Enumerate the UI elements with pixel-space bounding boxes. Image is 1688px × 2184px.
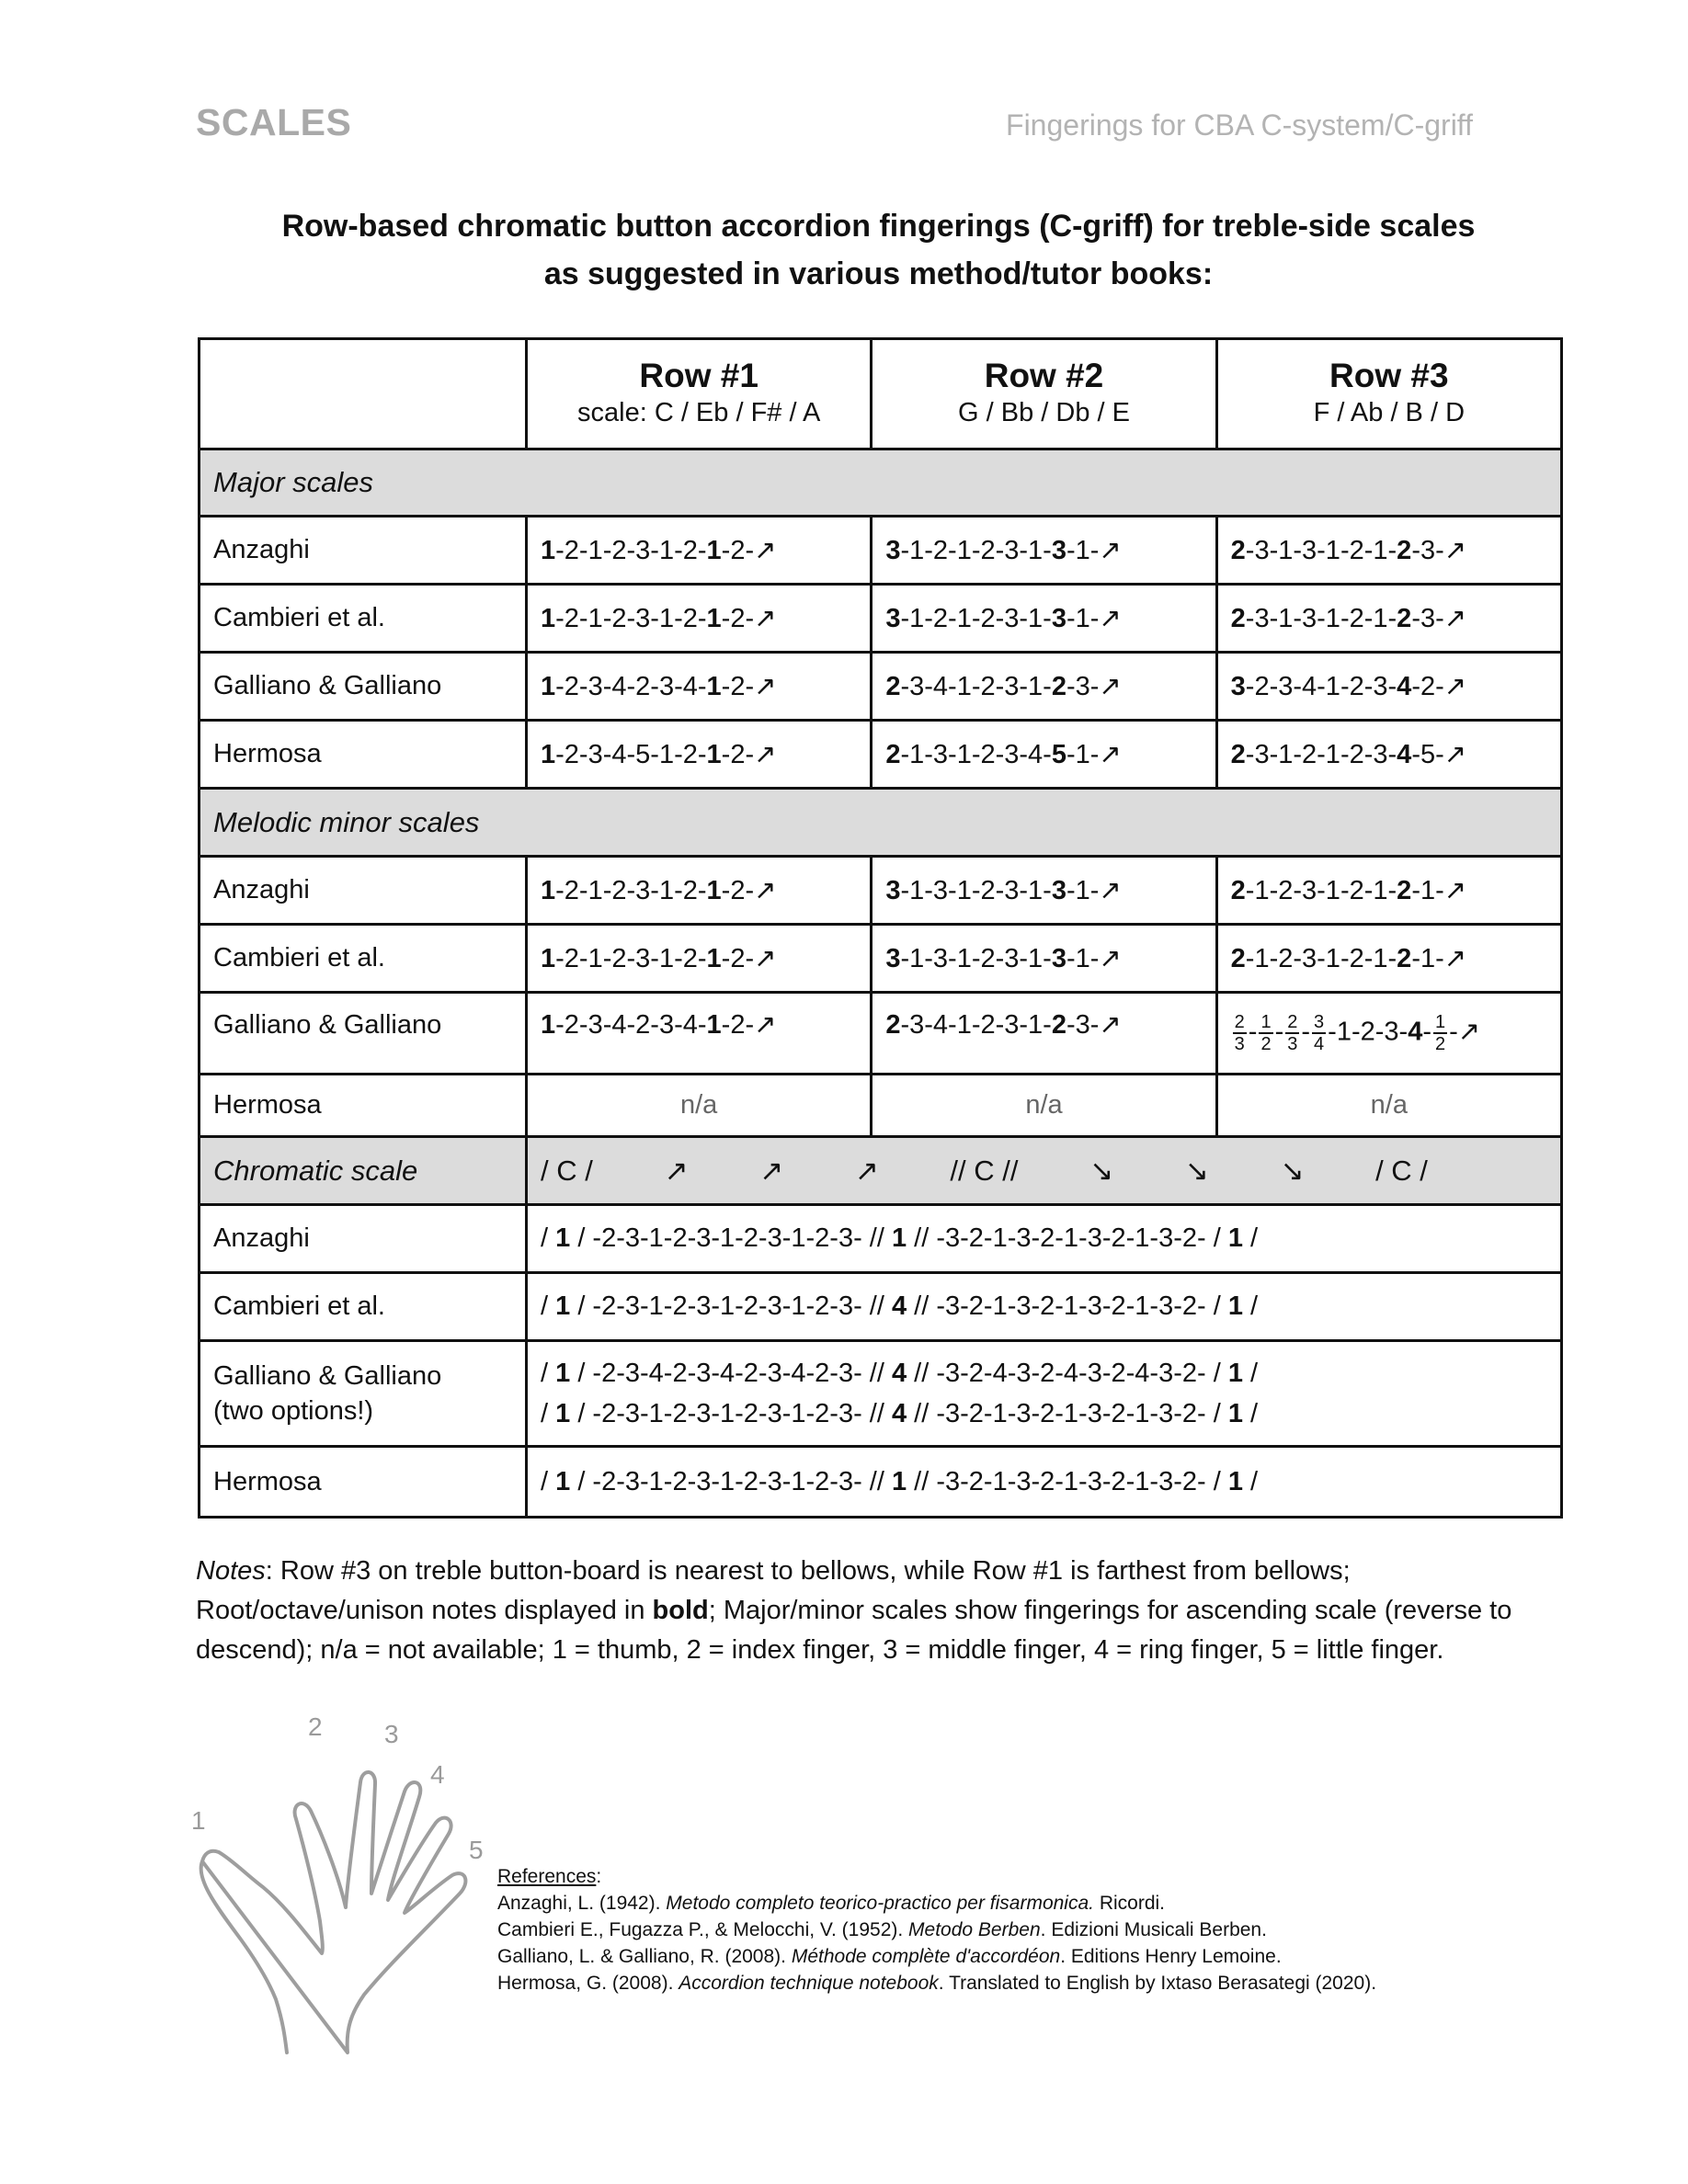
section-label: Major scales (200, 449, 1562, 517)
root-mark: / C / (541, 1154, 593, 1187)
octave-finger: 2 (1397, 604, 1412, 633)
root-finger: 2 (1230, 944, 1246, 973)
table-header-row (200, 339, 1562, 449)
table-row (200, 993, 1562, 1075)
fingering-cell (872, 857, 1216, 925)
octave-finger: 3 (1051, 604, 1066, 633)
root-finger: 1 (1227, 1466, 1243, 1496)
column-title: Row #1 (639, 356, 758, 394)
finger-tail: -2-↗ (721, 1010, 777, 1040)
fingering-cell (1216, 517, 1561, 585)
section-label: Chromatic scale (200, 1137, 527, 1205)
octave-finger: 1 (706, 604, 722, 633)
chromatic-fingering (527, 1205, 1562, 1273)
descending-sequence: // -3-2-1-3-2-1-3-2-1-3-2- / (907, 1291, 1228, 1321)
reference-item (497, 1943, 1601, 1970)
finger-sequence: -2-1-2-3-1-2- (555, 944, 707, 973)
title-line-2: as suggested in various method/tutor books: (543, 256, 1214, 291)
author-cell: Anzaghi (200, 517, 527, 585)
finger-sequence: -3-1-2-1-2-3- (1245, 740, 1397, 769)
finger-sequence: -1-3-1-2-3-1- (900, 876, 1052, 905)
finger-number-middle: 3 (384, 1720, 399, 1748)
reference-item (497, 1970, 1601, 1996)
author-name: Galliano & Galliano (213, 1361, 442, 1391)
descending-arrow-icon: ↘ (1184, 1154, 1209, 1187)
fingering-cell (1216, 925, 1561, 993)
octave-finger: 2 (1051, 672, 1066, 701)
finger-sequence: -1-2-3- (1328, 1017, 1409, 1047)
fingering-cell (1216, 721, 1561, 789)
root-finger: 3 (885, 876, 901, 905)
table-row (200, 857, 1562, 925)
finger-tail: -2-↗ (721, 672, 777, 701)
column-header-row-2 (872, 339, 1216, 449)
reference-title: Metodo Berben (908, 1919, 1041, 1940)
root-mark: / C / (1375, 1154, 1428, 1187)
section-label: Melodic minor scales (200, 789, 1562, 857)
finger-sequence: -3-4-1-2-3-1- (900, 672, 1052, 701)
reference-author: Anzaghi, L. (1942). (497, 1893, 667, 1914)
finger-sequence: -3-1-3-1-2-1- (1245, 604, 1397, 633)
finger-sequence: -2-3-4-5-1-2- (555, 740, 707, 769)
ascending-sequence: / -2-3-1-2-3-1-2-3-1-2-3- // (570, 1399, 892, 1428)
octave-finger: 3 (1051, 876, 1066, 905)
root-finger: 1 (1227, 1399, 1243, 1428)
column-scales: G / Bb / Db / E (958, 397, 1130, 427)
author-cell: Hermosa (200, 1447, 527, 1518)
root-finger: 2 (1230, 604, 1246, 633)
column-title: Row #2 (984, 356, 1104, 394)
octave-finger: 3 (1051, 536, 1066, 565)
fraction (1312, 1012, 1326, 1054)
root-finger: 2 (885, 740, 901, 769)
octave-finger: 1 (706, 944, 722, 973)
seq-part: / (541, 1399, 556, 1428)
root-finger: 1 (541, 944, 556, 973)
fraction-denominator: 2 (1260, 1034, 1272, 1054)
seq-part: / (541, 1466, 556, 1496)
table-row (200, 517, 1562, 585)
ascending-arrow-icon: ↗ (854, 1154, 879, 1187)
column-scales: scale: C / Eb / F# / A (577, 397, 821, 427)
seq-part: / (1242, 1291, 1259, 1321)
fingering-cell (872, 925, 1216, 993)
finger-tail: -1-↗ (1066, 740, 1122, 769)
finger-tail: -3-↗ (1066, 1010, 1122, 1040)
root-finger: 1 (555, 1223, 571, 1253)
fingering-cell (872, 993, 1216, 1075)
fraction (1285, 1012, 1299, 1054)
finger-tail: -2-↗ (721, 740, 777, 769)
table-row (200, 925, 1562, 993)
fingering-table (198, 337, 1563, 1519)
seq-part: / (541, 1291, 556, 1321)
root-finger: 2 (1230, 536, 1246, 565)
chromatic-option-1 (541, 1353, 1547, 1393)
header-empty-cell (200, 339, 527, 449)
notes-text: : Row #3 on treble button-board is nearest to bellows, while Row #1 is farthest from bellows; Root/octave/unison notes displayed in (196, 1556, 1351, 1625)
author-cell: Anzaghi (200, 1205, 527, 1273)
octave-finger: 4 (891, 1359, 907, 1388)
descending-sequence: // -3-2-4-3-2-4-3-2-4-3-2- / (907, 1359, 1228, 1388)
table-row (200, 1447, 1562, 1518)
root-finger: 1 (1227, 1223, 1243, 1253)
ascending-arrow-icon: ↗ (759, 1154, 784, 1187)
hand-outline-icon (184, 1696, 515, 2054)
finger-number-little: 5 (469, 1836, 484, 1864)
finger-tail: -1-↗ (1066, 876, 1122, 905)
finger-tail: -2-↗ (721, 944, 777, 973)
fingering-cell (1216, 585, 1561, 653)
seq-part: / (541, 1359, 556, 1388)
octave-finger: 5 (1051, 740, 1066, 769)
column-title: Row #3 (1329, 356, 1449, 394)
root-finger: 2 (885, 1010, 901, 1040)
fraction (1433, 1012, 1447, 1054)
octave-finger: 2 (1397, 876, 1412, 905)
finger-tail: -2-↗ (721, 536, 777, 565)
chromatic-direction-marks (527, 1137, 1562, 1205)
finger-tail: -1-↗ (1411, 876, 1467, 905)
octave-finger: 2 (1397, 536, 1412, 565)
notes-paragraph (196, 1552, 1575, 1670)
finger-tail: -2-↗ (721, 876, 777, 905)
section-row-chromatic (200, 1137, 1562, 1205)
fingering-cell (527, 925, 872, 993)
octave-finger: 1 (706, 740, 722, 769)
root-finger: 1 (555, 1359, 571, 1388)
reference-publisher: . Translated to English by Ixtaso Berasategi (2020). (938, 1973, 1377, 1994)
ascending-sequence: / -2-3-1-2-3-1-2-3-1-2-3- // (570, 1223, 892, 1253)
finger-sequence: -2-3-4-1-2-3- (1245, 672, 1397, 701)
finger-sequence: -3-1-3-1-2-1- (1245, 536, 1397, 565)
octave-finger: 4 (1397, 672, 1412, 701)
author-cell: Anzaghi (200, 857, 527, 925)
octave-finger: 1 (706, 876, 722, 905)
not-available-cell: n/a (527, 1075, 872, 1137)
fraction-numerator: 3 (1314, 1012, 1325, 1032)
root-finger: 1 (541, 604, 556, 633)
author-cell (200, 1341, 527, 1447)
finger-tail: -↗ (1449, 1017, 1481, 1047)
finger-sequence: -2-1-2-3-1-2- (555, 876, 707, 905)
table-row (200, 1075, 1562, 1137)
table-row (200, 1273, 1562, 1341)
finger-number-ring: 4 (430, 1760, 445, 1789)
notes-bold-word: bold (652, 1596, 709, 1625)
fraction-numerator: 2 (1287, 1012, 1298, 1032)
fingering-cell (527, 993, 872, 1075)
finger-sequence: -2-1-2-3-1-2- (555, 604, 707, 633)
root-finger: 2 (1230, 876, 1246, 905)
fraction-numerator: 2 (1234, 1012, 1245, 1032)
section-row-minor (200, 789, 1562, 857)
seq-part: / (1242, 1466, 1259, 1496)
root-finger: 1 (555, 1466, 571, 1496)
finger-sequence: -1-2-1-2-3-1- (900, 536, 1052, 565)
octave-finger: 1 (706, 1010, 722, 1040)
seq-part: / (1242, 1359, 1259, 1388)
descending-arrow-icon: ↘ (1089, 1154, 1114, 1187)
author-cell: Galliano & Galliano (200, 993, 527, 1075)
ascending-sequence: / -2-3-1-2-3-1-2-3-1-2-3- // (570, 1466, 892, 1496)
descending-arrow-icon: ↘ (1280, 1154, 1305, 1187)
fraction (1259, 1012, 1272, 1054)
reference-item (497, 1917, 1601, 1943)
finger-tail: -1-↗ (1411, 944, 1467, 973)
fingering-cell (872, 721, 1216, 789)
column-header-row-3 (1216, 339, 1561, 449)
reference-publisher: . Editions Henry Lemoine. (1060, 1946, 1282, 1967)
reference-title: Méthode complète d'accordéon (791, 1946, 1061, 1967)
fingering-cell (1216, 653, 1561, 721)
octave-finger: 2 (1397, 944, 1412, 973)
author-cell: Cambieri et al. (200, 925, 527, 993)
root-finger: 1 (555, 1399, 571, 1428)
finger-tail: -5-↗ (1411, 740, 1467, 769)
page-title (196, 202, 1561, 298)
finger-tail: -1-↗ (1066, 536, 1122, 565)
seq-part: / (541, 1223, 556, 1253)
chromatic-fingering (527, 1341, 1562, 1447)
reference-author: Galliano, L. & Galliano, R. (2008). (497, 1946, 792, 1967)
finger-sequence: -1-3-1-2-3-4- (900, 740, 1052, 769)
author-cell: Cambieri et al. (200, 585, 527, 653)
descending-sequence: // -3-2-1-3-2-1-3-2-1-3-2- / (907, 1399, 1228, 1428)
root-finger: 1 (1227, 1359, 1243, 1388)
finger-sequence: -3-4-1-2-3-1- (900, 1010, 1052, 1040)
chromatic-fingering (527, 1447, 1562, 1518)
root-finger: 3 (885, 944, 901, 973)
root-finger: 2 (1230, 740, 1246, 769)
fingering-cell (527, 585, 872, 653)
ascending-arrow-icon: ↗ (664, 1154, 689, 1187)
finger-sequence: -1-2-3-1-2-1- (1245, 876, 1397, 905)
finger-sequence: -1-2-1-2-3-1- (900, 604, 1052, 633)
chromatic-fingering (527, 1273, 1562, 1341)
octave-finger: 1 (891, 1466, 907, 1496)
root-finger: 1 (541, 1010, 556, 1040)
fingering-cell (872, 653, 1216, 721)
root-finger: 3 (885, 604, 901, 633)
finger-sequence: -1-2-3-1-2-1- (1245, 944, 1397, 973)
author-note: (two options!) (213, 1396, 374, 1426)
octave-finger: 4 (891, 1399, 907, 1428)
octave-finger: 4 (1408, 1017, 1423, 1047)
reference-author: Hermosa, G. (2008). (497, 1973, 679, 1994)
root-finger: 1 (541, 672, 556, 701)
title-line-1: Row-based chromatic button accordion fingerings (C-griff) for treble-side scales (281, 209, 1476, 244)
finger-tail: -3-↗ (1066, 672, 1122, 701)
ascending-sequence: / -2-3-1-2-3-1-2-3-1-2-3- // (570, 1291, 892, 1321)
fraction-denominator: 3 (1234, 1034, 1245, 1054)
reference-item (497, 1890, 1601, 1917)
finger-number-thumb: 1 (191, 1806, 206, 1835)
descending-sequence: // -3-2-1-3-2-1-3-2-1-3-2- / (907, 1466, 1228, 1496)
chromatic-option-2 (541, 1393, 1547, 1434)
finger-tail: -3-↗ (1411, 536, 1467, 565)
table-row (200, 721, 1562, 789)
finger-tail: -1-↗ (1066, 944, 1122, 973)
not-available-cell: n/a (1216, 1075, 1561, 1137)
fingering-cell (527, 857, 872, 925)
root-finger: 1 (1227, 1291, 1243, 1321)
reference-title: Accordion technique notebook (679, 1973, 939, 1994)
octave-finger: 4 (1397, 740, 1412, 769)
finger-sequence: -2-1-2-3-1-2- (555, 536, 707, 565)
root-finger: 1 (541, 876, 556, 905)
not-available-cell: n/a (872, 1075, 1216, 1137)
references-block (497, 1863, 1601, 1996)
author-cell: Cambieri et al. (200, 1273, 527, 1341)
octave-finger: 1 (891, 1223, 907, 1253)
table-row (200, 1341, 1562, 1447)
fingering-cell (872, 517, 1216, 585)
fingering-cell (872, 585, 1216, 653)
notes-label: Notes (196, 1556, 266, 1586)
finger-sequence: -2-3-4-2-3-4- (555, 1010, 707, 1040)
octave-finger: 2 (1051, 1010, 1066, 1040)
finger-sequence: -2-3-4-2-3-4- (555, 672, 707, 701)
fingering-cell (527, 653, 872, 721)
octave-finger: 1 (706, 536, 722, 565)
finger-tail: -2-↗ (721, 604, 777, 633)
octave-mark: // C // (950, 1154, 1019, 1187)
reference-publisher: . Edizioni Musicali Berben. (1040, 1919, 1267, 1940)
finger-tail: -2-↗ (1411, 672, 1467, 701)
fingering-cell (1216, 857, 1561, 925)
author-cell: Hermosa (200, 721, 527, 789)
descending-sequence: // -3-2-1-3-2-1-3-2-1-3-2- / (907, 1223, 1228, 1253)
seq-part: / (1242, 1399, 1259, 1428)
root-finger: 3 (1230, 672, 1246, 701)
section-heading: SCALES (196, 101, 352, 143)
fraction (1233, 1012, 1247, 1054)
fingering-cell-fractions: $\frac{2}{3}$ - $\frac{1}{2}$ - $\frac{2}{3}$ - $\frac{3}{4}$ -1-2-3-4- $\frac{1}{2}$ -↗ (1216, 993, 1561, 1075)
fingering-cell (527, 721, 872, 789)
column-scales: F / Ab / B / D (1313, 397, 1466, 427)
table-row (200, 1205, 1562, 1273)
octave-finger: 4 (891, 1291, 907, 1321)
fraction-denominator: 2 (1435, 1034, 1446, 1054)
finger-tail: -3-↗ (1411, 604, 1467, 633)
table-row (200, 653, 1562, 721)
hand-diagram (184, 1696, 515, 2054)
fraction-denominator: 3 (1287, 1034, 1298, 1054)
fingering-cell (527, 517, 872, 585)
fraction-numerator: 1 (1435, 1012, 1446, 1032)
finger-tail: -1-↗ (1066, 604, 1122, 633)
notes-text: ; Major/minor scales show fingerings for ascending scale (reverse to descend); n/a = not available; 1 = thumb, 2 = index finger, 3 = middle finger, 4 = ring finger, 5 = little finger. (196, 1596, 1512, 1665)
references-heading: References: (497, 1866, 602, 1887)
section-row-major (200, 449, 1562, 517)
author-cell: Galliano & Galliano (200, 653, 527, 721)
root-finger: 1 (541, 740, 556, 769)
ascending-sequence: / -2-3-4-2-3-4-2-3-4-2-3- // (570, 1359, 892, 1388)
reference-author: Cambieri E., Fugazza P., & Melocchi, V. (1952). (497, 1919, 909, 1940)
root-finger: 2 (885, 672, 901, 701)
octave-finger: 3 (1051, 944, 1066, 973)
column-header-row-1 (527, 339, 872, 449)
root-finger: 1 (555, 1291, 571, 1321)
root-finger: 3 (885, 536, 901, 565)
octave-finger: 1 (706, 672, 722, 701)
root-finger: 1 (541, 536, 556, 565)
fraction-numerator: 1 (1260, 1012, 1272, 1032)
seq-part: / (1242, 1223, 1259, 1253)
references-heading-text: References (497, 1866, 597, 1887)
reference-publisher: Ricordi. (1093, 1893, 1166, 1914)
finger-sequence: -1-3-1-2-3-1- (900, 944, 1052, 973)
finger-number-index: 2 (308, 1712, 323, 1741)
table-row (200, 585, 1562, 653)
fraction-denominator: 4 (1314, 1034, 1325, 1054)
page-subtitle: Fingerings for CBA C-system/C-griff (1006, 108, 1473, 142)
author-cell: Hermosa (200, 1075, 527, 1137)
reference-title: Metodo completo teorico-practico per fisarmonica. (666, 1893, 1094, 1914)
